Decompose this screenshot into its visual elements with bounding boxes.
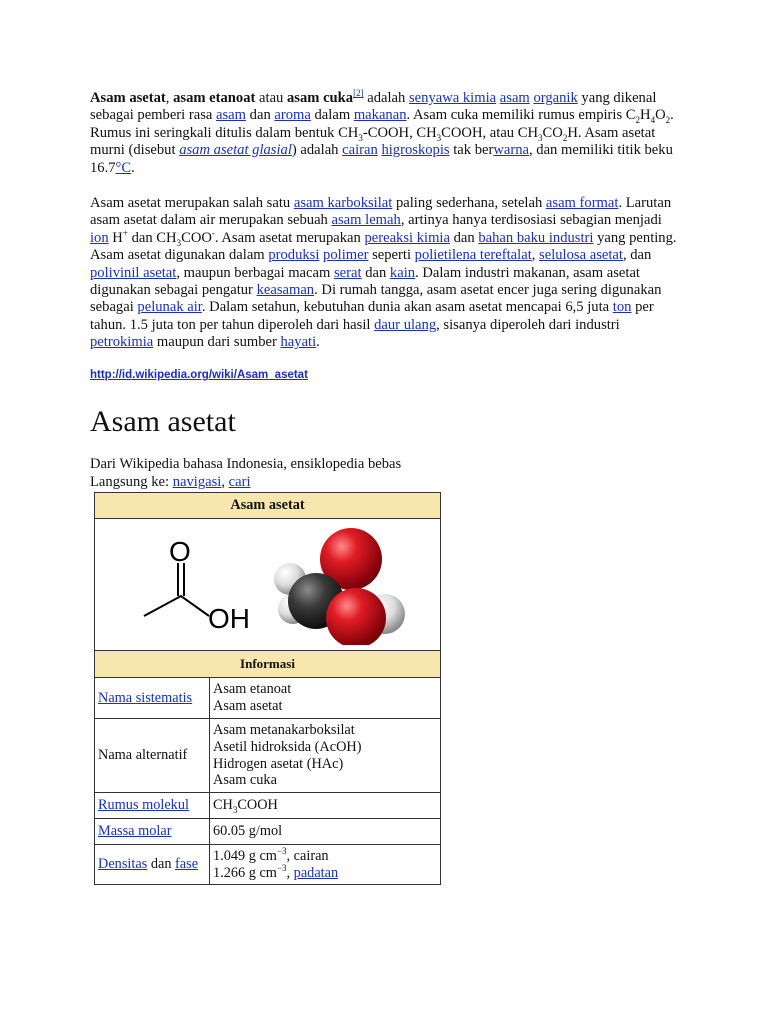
link-ton[interactable]: ton [612,299,632,316]
site-subtitle: Dari Wikipedia bahasa Indonesia, ensiklopedia bebas [90,456,402,472]
source-url-link[interactable]: http://id.wikipedia.org/wiki/Asam_asetat [90,369,308,381]
link-asam[interactable]: asam [499,90,530,106]
link-kain[interactable]: kain [389,264,416,281]
link-daur-ulang[interactable]: daur ulang [374,316,437,333]
intro-paragraph: Asam asetat, asam etanoat atau asam cuka[2] adalah senyawa kimia asam organik yang dikenal sebagai pemberi rasa asam dan aroma dalam makanan. Asam cuka memiliki rumus empiris $C_2H_4O_2$. Rumus ini seringkali ditulis dalam bentuk $CH_3$-COOH, $CH_3COOH$, atau $CH_3CO_2H$. Asam asetat murni (disebut asam asetat glasial) adalah cairan higroskopis tak berwarna, dan memiliki titik beku 16.7°C. [90,88,674,176]
hydroxyl-label: OH [208,602,250,634]
row-label: Densitas dan fase [95,844,210,885]
table-row [95,844,441,885]
link-polivinil-asetat[interactable]: polivinil asetat [90,264,177,281]
link-pelunak-air[interactable]: pelunak air [137,299,202,316]
row-label [95,793,210,819]
term-bold: asam cuka [287,90,354,106]
row-value: Asam metanakarboksilat Asetil hidroksida (AcOH) Hidrogen asetat (HAc) Asam cuka [210,718,441,792]
link-densitas[interactable]: Densitas [98,856,148,873]
link-warna[interactable]: warna [493,142,529,159]
term-bold: Asam asetat [90,90,166,106]
link-serat[interactable]: serat [333,264,362,281]
link-senyawa-kimia[interactable]: senyawa kimia [408,90,497,106]
table-row [95,678,441,719]
skeletal-formula [144,536,250,634]
row-label: Nama alternatif [95,718,210,792]
link-ion[interactable]: ion [90,229,109,246]
row-label [95,678,210,719]
link-pereaksi-kimia[interactable]: pereaksi kimia [364,229,450,246]
link-organik[interactable]: organik [533,90,578,106]
description-paragraph: Asam asetat merupakan salah satu asam karboksilat paling sederhana, setelah asam format. Larutan asam asetat dalam air merupakan sebuah asam lemah, artinya hanya terdisosiasi sebagian menjadi ion H+ dan $CH_3COO^-$. Asam asetat merupakan pereaksi kimia dan bahan baku industri yang penting. Asam asetat digunakan dalam produksi polimer seperti polietilena tereftalat, selulosa asetat, dan polivinil asetat, maupun berbagai macam serat dan kain. Dalam industri makanan, asam asetat digunakan sebagai pengatur keasaman. Di rumah tangga, asam asetat encer juga sering digunakan sebagai pelunak air. Dalam setahun, kebutuhan dunia akan asam asetat mencapai 6,5 juta ton per tahun. 1.5 juta ton per tahun diperoleh dari hasil daur ulang, sisanya diperoleh dari industri petrokimia maupun dari sumber hayati. [90,195,677,351]
link-polietilena-tereftalat[interactable]: polietilena tereftalat [414,247,532,264]
page-title: Asam asetat [90,405,236,438]
row-value: Asam etanoat Asam asetat [210,678,441,719]
table-row [95,818,441,844]
term-bold: asam etanoat [173,90,256,106]
oxygen-label: O [169,535,191,567]
molecule-images [95,519,440,645]
link-fase[interactable]: fase [175,856,199,873]
table-row [95,793,441,819]
link-cairan[interactable]: cairan [342,142,378,159]
row-value: $CH_3COOH$ [210,793,441,819]
link-selulosa-asetat[interactable]: selulosa asetat [539,247,623,264]
link-aroma[interactable]: aroma [274,107,311,124]
link-makanan[interactable]: makanan [353,107,407,124]
infobox-image-cell [95,518,441,650]
link-hayati[interactable]: hayati [280,334,317,351]
link-produksi[interactable]: produksi [268,247,320,264]
link-asam-lemah[interactable]: asam lemah [331,212,401,229]
link-asam-format[interactable]: asam format [545,195,619,211]
infobox-section-header: Informasi [95,650,441,678]
link-navigasi[interactable]: navigasi [172,474,222,490]
jump-links: Langsung ke: navigasi, cari [90,474,251,490]
row-value: 60.05 g/mol [210,818,441,844]
link-celsius[interactable]: °C [115,159,132,176]
link-asam-karboksilat[interactable]: asam karboksilat [293,195,393,211]
infobox-title: Asam asetat [95,493,441,519]
reference-link[interactable]: [2] [353,88,364,99]
link-asam-asetat-glasial[interactable]: asam asetat glasial [179,142,292,159]
link-nama-sistematis[interactable]: Nama sistematis [98,689,193,706]
link-massa-molar[interactable]: Massa molar [98,822,172,839]
link-polimer[interactable]: polimer [323,247,369,264]
link-cari[interactable]: cari [228,474,251,490]
link-rumus-molekul[interactable]: Rumus molekul [98,797,189,814]
row-label [95,818,210,844]
link-bahan-baku-industri[interactable]: bahan baku industri [478,229,594,246]
link-keasaman[interactable]: keasaman [256,282,315,299]
link-higroskopis[interactable]: higroskopis [381,142,450,159]
space-filling-model [274,528,405,645]
link-asam[interactable]: asam [216,107,247,124]
row-value: 1.049 g $cm^{-3}$, cairan 1.266 g $cm^{-3}$, padatan [210,844,441,885]
link-padatan[interactable]: padatan [293,864,339,881]
link-petrokimia[interactable]: petrokimia [90,334,154,351]
infobox-table [94,492,441,885]
table-row [95,718,441,792]
